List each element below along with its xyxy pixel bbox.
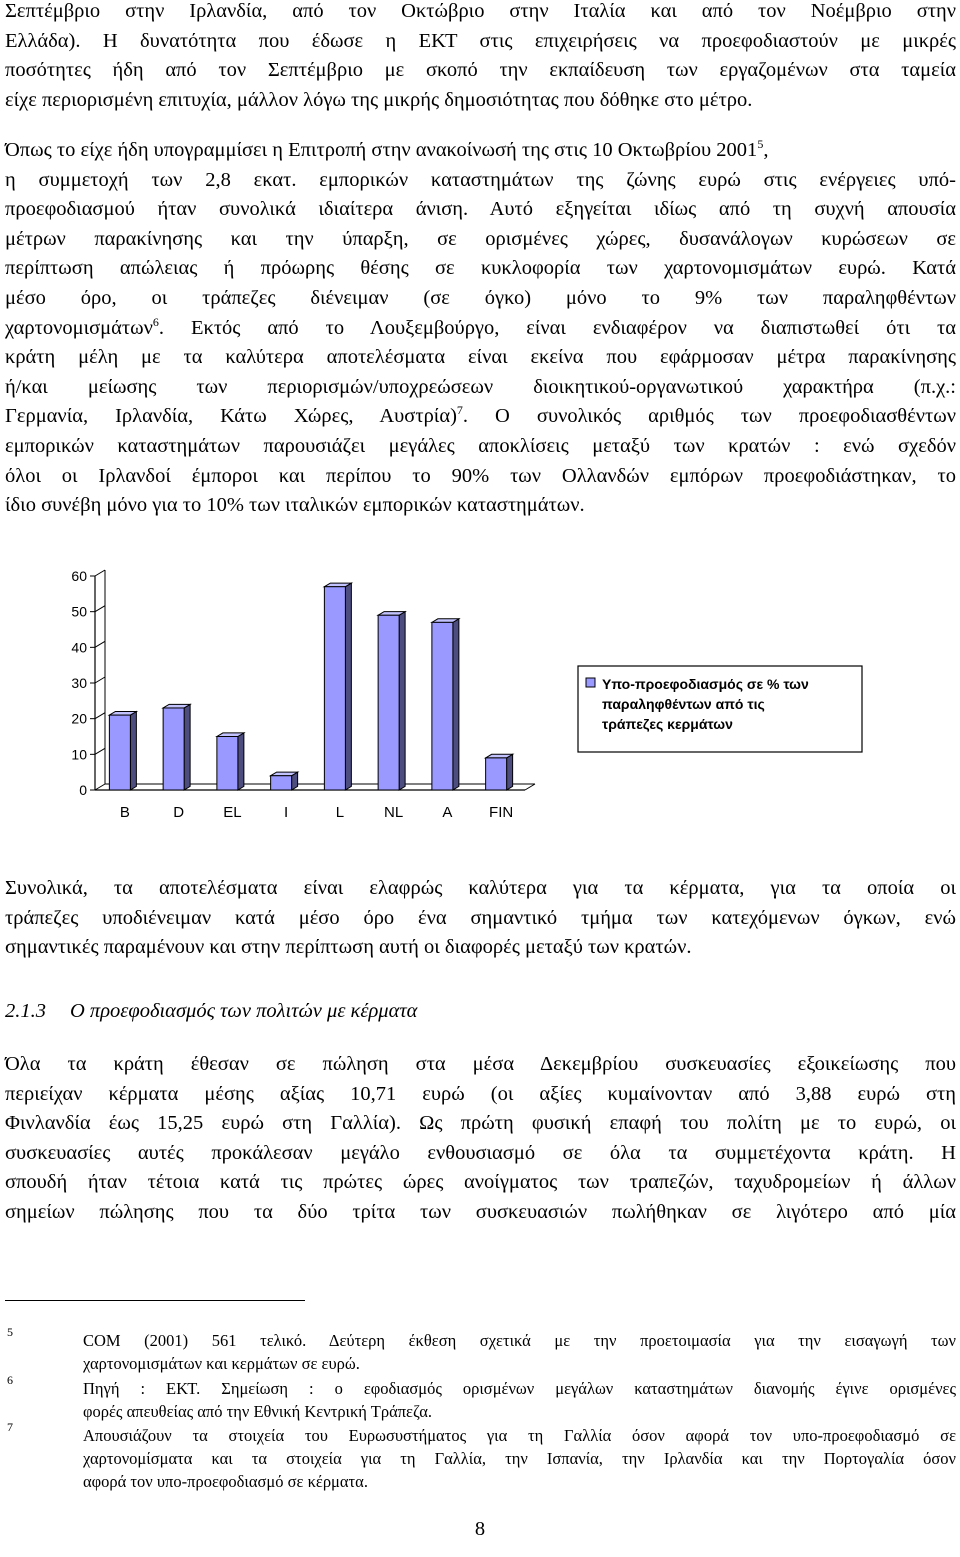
y-tick-label: 60 xyxy=(71,568,87,584)
y-tick-label: 10 xyxy=(71,746,87,763)
bar-front xyxy=(378,615,399,790)
bar-front xyxy=(109,715,130,790)
x-category-label: NL xyxy=(384,804,404,821)
text-line: όλοι οι Ιρλανδοί έμποροι και περίπου το 90% των Ολλανδών εμπόρων προεφοδιάστηκαν, το xyxy=(5,464,956,487)
y-tick-diagonal xyxy=(95,606,105,612)
x-category-label: I xyxy=(284,804,289,821)
bar-front xyxy=(217,737,238,791)
bar-B xyxy=(109,712,136,791)
bar-front xyxy=(324,587,345,790)
bar-I xyxy=(271,772,298,790)
bar-chart xyxy=(0,560,960,840)
legend-label: τράπεζες κερμάτων xyxy=(602,716,733,732)
footnote-line: χαρτονομισμάτων και κερμάτων σε ευρώ. xyxy=(83,1354,360,1373)
text-line: προεφοδιασμού ήταν συνολικά ιδιαίτερα άνιση. Αυτό εξηγείται ιδίως από τη συχνή απουσία xyxy=(5,198,956,221)
bar-front xyxy=(271,776,292,790)
y-tick-diagonal xyxy=(95,784,105,790)
bar-side xyxy=(238,733,244,790)
section-heading xyxy=(5,1000,417,1023)
x-category-label: D xyxy=(173,804,185,821)
footnote-line: Πηγή : ΕΚΤ. Σημείωση : ο εφοδιασμός ορισμένων μεγάλων καταστημάτων διανομής έγινε ορισμένες xyxy=(83,1379,956,1398)
text-line: κράτη μέλη με τα καλύτερα αποτελέσματα είναι εκείνα που εφάρμοσαν μέτρα παρακίνησης xyxy=(5,346,956,369)
text-line: Όπως το είχε ήδη υπογραμμίσει η Επιτροπή στην ανακοίνωσή της στις 10 Οκτωβρίου 2001$^5$, xyxy=(5,137,769,161)
y-tick-label: 0 xyxy=(79,782,87,798)
y-tick-diagonal xyxy=(95,677,105,683)
x-category-label: L xyxy=(335,804,345,821)
text-line: η συμμετοχή των 2,8 εκατ. εμπορικών καταστημάτων της ζώνης ευρώ στις ενέργειες υπό- xyxy=(5,168,956,191)
legend-label: παραληφθέντων από τις xyxy=(602,696,765,712)
paragraph-coins xyxy=(5,1050,956,1228)
bar-D xyxy=(163,704,190,790)
text-line: σημαντικές παραμένουν και στην περίπτωση αυτή οι διαφορές μεταξύ των κρατών. xyxy=(5,936,692,959)
footnote-mark: 7 xyxy=(7,1420,13,1434)
text-line: Ελλάδα). Η δυνατότητα που έδωσε η ΕΚΤ στις επιχειρήσεις να προεφοδιαστούν με μικρές xyxy=(5,29,956,52)
footnote-ref: 6 xyxy=(152,314,159,329)
paragraph-continued xyxy=(5,0,956,115)
text-line: σημείων πώλησης που τα δύο τρίτα των συσκευασιών πωλήθηκαν σε λιγότερο από μία xyxy=(5,1200,956,1223)
bar-A xyxy=(432,619,459,790)
text-line: εμπορικών καταστημάτων παρουσιάζει μεγάλες αποκλίσεις μεταξύ των κρατών : ενώ σχεδόν xyxy=(5,434,956,457)
footnote-line: COM (2001) 561 τελικό. Δεύτερη έκθεση σχετικά με την προετοιμασία για την εισαγωγή των xyxy=(83,1331,956,1350)
bar-side xyxy=(345,583,351,790)
y-tick-label: 40 xyxy=(71,639,87,656)
bar-FIN xyxy=(486,754,513,790)
page-number: 8 xyxy=(474,1518,486,1540)
y-tick-diagonal xyxy=(95,713,105,719)
text-line: Γερμανία, Ιρλανδία, Κάτω Χώρες, Αυστρία)$^7$. Ο συνολικός αριθμός των προεφοδιασθέντων xyxy=(5,403,957,428)
x-category-label: EL xyxy=(223,804,242,821)
legend-label: Υπο-προεφοδιασμός σε % των xyxy=(602,676,809,692)
text-line: Φινλανδία έως 15,25 ευρώ στη Γαλλία). Ως πρώτη φυσική επαφή του πολίτη με το ευρώ, οι xyxy=(5,1112,956,1135)
text-line: περιείχαν κέρματα μέσης αξίας 10,71 ευρώ (οι αξίες κυμαίνονταν από 3,88 ευρώ στη xyxy=(5,1082,956,1105)
bar-front xyxy=(486,758,507,790)
text-line: ή/και μείωσης των περιορισμών/υποχρεώσεων διοικητικού-οργανωτικού χαρακτήρα (π.χ.: xyxy=(5,375,956,398)
text-line: Συνολικά, τα αποτελέσματα είναι ελαφρώς καλύτερα για τα κέρματα, για τα οποία οι xyxy=(5,877,956,899)
text-line: ίδιο συνέβη μόνο για το 10% των ιταλικών εμπορικών καταστημάτων. xyxy=(5,494,585,517)
text-line: περίπτωση απώλειας ή πρόωρης θέσης σε κυκλοφορία των χαρτονομισμάτων ευρώ. Κατά xyxy=(5,257,956,280)
bar-L xyxy=(324,583,351,790)
text-line: χαρτονομισμάτων$^6$. Εκτός από το Λουξεμβούργο, είναι ενδιαφέρον να διαπιστωθεί ότι τα xyxy=(5,314,956,339)
bar-EL xyxy=(217,733,244,790)
bar-side xyxy=(507,754,513,790)
bar-front xyxy=(432,622,453,790)
footnote-ref: 5 xyxy=(757,137,764,152)
text-line: σπουδή ήταν τέτοια κατά τις πρώτες ώρες ανοίγματος των τραπεζών, ταχυδρομείων ή άλλων xyxy=(5,1171,956,1194)
text-line: Όλα τα κράτη έθεσαν σε πώληση στα μέσα Δεκεμβρίου συσκευασίες εξοικείωσης που xyxy=(5,1053,956,1075)
x-category-label: A xyxy=(442,804,453,821)
y-tick-diagonal xyxy=(95,570,105,576)
y-tick-diagonal xyxy=(95,641,105,647)
chart-floor-edge xyxy=(525,784,535,790)
footnote-line: χαρτονομίσματα και τα στοιχεία για τη Γαλλία, την Ισπανία, την Ιρλανδία και την Πορτογαλία όσον xyxy=(83,1449,956,1468)
footnote-mark: 6 xyxy=(7,1373,13,1387)
footnote-line: Απουσιάζουν τα στοιχεία του Ευρωσυστήματος για τη Γαλλία όσον αφορά τον υπο-προεφοδιασμό σε xyxy=(83,1426,956,1445)
bar-front xyxy=(163,708,184,790)
text-line: ποσότητες ήδη από τον Σεπτέμβριο με σκοπό την εκπαίδευση των εργαζομένων στα ταμεία xyxy=(5,59,956,82)
section-number: 2.1.3 xyxy=(5,1000,46,1022)
text-line: Σεπτέμβριο στην Ιρλανδία, από τον Οκτώβριο στην Ιταλία και από τον Νοέμβριο στην xyxy=(5,0,956,22)
paragraph-summary xyxy=(5,874,956,963)
text-line: συσκευασίες αυτές προκάλεσαν μεγάλο ενθουσιασμό σε όλα τα συμμετέχοντα κράτη. Η xyxy=(5,1141,956,1164)
bar-side xyxy=(399,612,405,790)
footnote-line: φορές απευθείας από την Εθνική Κεντρική Τράπεζα. xyxy=(83,1402,432,1421)
y-tick-diagonal xyxy=(95,748,105,754)
x-category-label: FIN xyxy=(489,804,514,821)
text-line: είχε περιορισμένη επιτυχία, μάλλον λόγω της μικρής δημοσιότητας που δόθηκε στο μέτρο. xyxy=(5,88,753,111)
footnote-ref: 7 xyxy=(456,403,463,418)
y-tick-label: 30 xyxy=(71,675,87,691)
paragraph-commission xyxy=(5,136,956,521)
bar-NL xyxy=(378,612,405,790)
text-line: μέτρων παρακίνησης και την ύπαρξη, σε ορισμένες χώρες, δυσανάλογων κυρώσεων σε xyxy=(5,227,956,250)
footnote-line: αφορά τον υπο-προεφοδιασμό σε κέρματα. xyxy=(83,1472,368,1491)
footnote-separator xyxy=(5,1300,305,1301)
footnote-mark: 5 xyxy=(7,1325,13,1339)
y-tick-label: 20 xyxy=(71,710,87,727)
bar-side xyxy=(453,619,459,790)
section-title: Ο προεφοδιασμός των πολιτών με κέρματα xyxy=(70,1000,418,1022)
bar-side xyxy=(130,712,136,791)
x-category-label: B xyxy=(119,804,130,821)
y-tick-label: 50 xyxy=(71,603,87,620)
bar-side xyxy=(184,704,190,790)
legend-swatch xyxy=(586,678,595,687)
text-line: μέσο όρο, οι τράπεζες διένειμαν (σε όγκο) μόνο το 9% των παραληφθέντων xyxy=(5,286,956,309)
text-line: τράπεζες υποδιένειμαν κατά μέσο όρο ένα σημαντικό τμήμα των κατεχόμενων όγκων, ενώ xyxy=(5,906,956,929)
